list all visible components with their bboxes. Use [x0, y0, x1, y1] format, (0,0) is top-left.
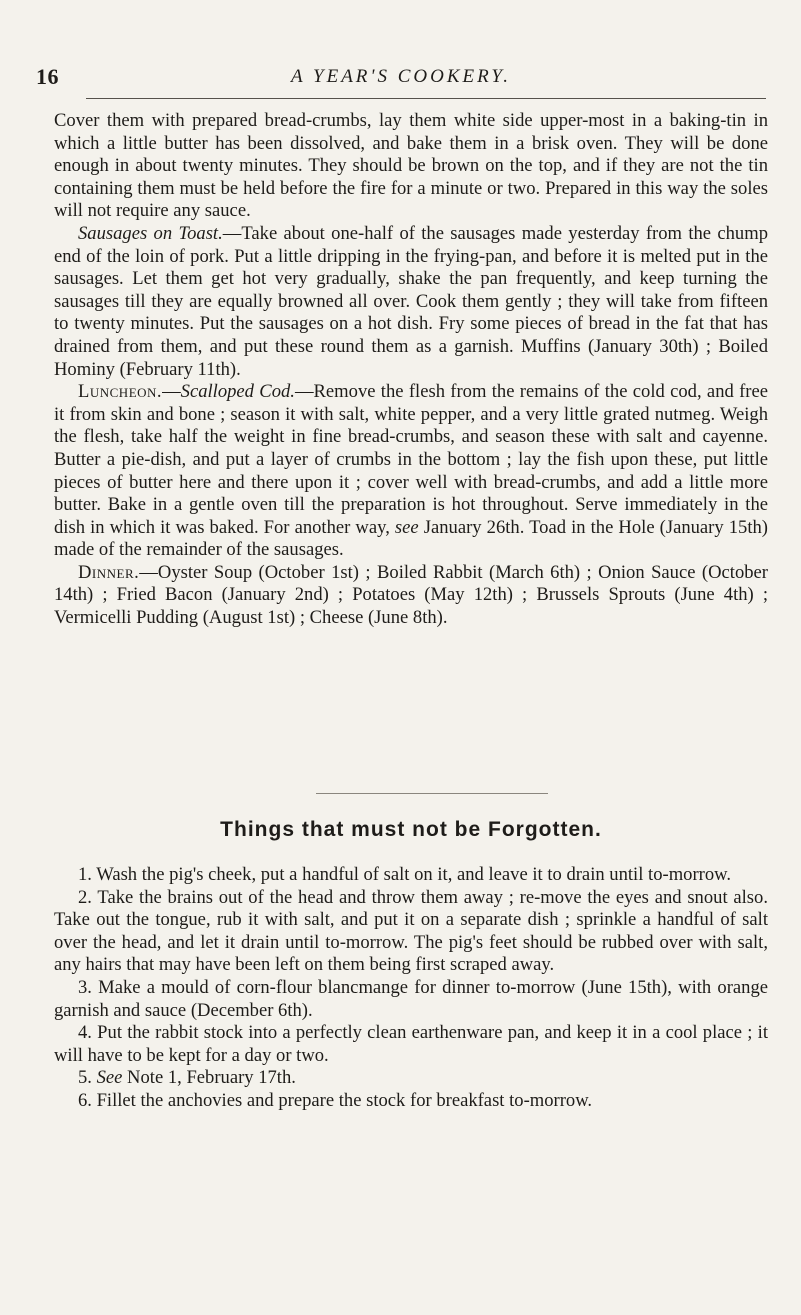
page-header — [36, 64, 766, 96]
reminder-item-3: 3. Make a mould of corn-flour blancmange for dinner to-morrow (June 15th), with orange garnish and sauce (December 6th). — [54, 976, 768, 1021]
page-number: 16 — [36, 64, 59, 89]
dinner-menu-text: —Oyster Soup (October 1st) ; Boiled Rabbit (March 6th) ; Onion Sauce (October 14th) ; Fried Bacon (January 2nd) ; Potatoes (May 12th) ; Brussels Sprouts (June 4th) ; Vermicelli Pudding (August 1st) ; Cheese (June 8th). — [54, 561, 768, 629]
reminder-item-5-see: See — [96, 1067, 123, 1089]
section-divider — [316, 793, 548, 794]
recipe-text-cod-b: January 26th. Toad in the Hole (January 15th) made of the remainder of the sausages. — [54, 516, 769, 561]
section-title: Things that must not be Forgotten. — [220, 818, 602, 841]
see-reference: see — [394, 516, 419, 538]
meal-label-dinner: Dinner. — [78, 561, 140, 583]
reminder-list — [54, 864, 768, 1113]
reminder-item-6: 6. Fillet the anchovies and prepare the stock for breakfast to-morrow. — [78, 1089, 593, 1111]
meal-label-luncheon: Luncheon. — [78, 381, 163, 403]
paragraph-dinner — [54, 562, 768, 630]
body-text — [54, 110, 768, 630]
dash: — — [162, 381, 181, 403]
reminder-item-1: 1. Wash the pig's cheek, put a handful of salt on it, and leave it to drain until to-morrow. — [78, 864, 732, 885]
header-rule — [86, 98, 766, 99]
recipe-text-cod-a: —Remove the flesh from the remains of the cold cod, and free it from skin and bone ; season it with salt, white pepper, and a very little grated nutmeg. Weigh the flesh, take half the weight in fine bread-crumbs, and season these with salt and cayenne. Butter a pie-dish, and put a layer of crumbs in the bottom ; lay the fish upon these, put little pieces of butter here and there upon it ; cover well with bread-crumbs, and add a little more butter. Bake in a gentle oven till the preparation is hot throughout. Serve immediately in the dish in which it was baked. For another way, — [54, 381, 768, 538]
paragraph-soles: Cover them with prepared bread-crumbs, lay them white side upper-most in a baking-tin in which a little butter has been dissolved, and bake them in a brisk oven. They will be done enough in about twenty minutes. They should be brown on the top, and if they are not the tin containing them must be held before the fire for a minute or two. Prepared in this way the soles will not require any sauce. — [54, 110, 768, 222]
recipe-title-cod: Scalloped Cod. — [180, 381, 295, 403]
paragraph-sausages — [54, 223, 768, 381]
recipe-text-sausages: —Take about one-half of the sausages made yesterday from the chump end of the loin of pork. Put a little dripping in the frying-pan, and before it is melted put in the sausages. Let them get hot very gradually, shake the pan frequently, and keep turning the sausages till they are equally browned all over. Cook them gently ; they will take from fifteen to twenty minutes. Put the sausages on a hot dish. Fry some pieces of bread in the fat that has drained from them, and put these round them as a garnish. Muffins (January 30th) ; Boiled Hominy (February 11th). — [54, 222, 768, 380]
reminder-item-2: 2. Take the brains out of the head and throw them away ; re-move the eyes and snout also. Take out the tongue, rub it with salt, and put it on a separate dish ; sprinkle a handful of salt over the head, and let it drain until to-morrow. The pig's feet should be rubbed over with salt, any hairs that may have been left on them being first scraped away. — [54, 886, 768, 976]
paragraph-luncheon — [54, 381, 768, 562]
reminder-item-4: 4. Put the rabbit stock into a perfectly clean earthenware pan, and keep it in a cool place ; it will have to be kept for a day or two. — [54, 1022, 768, 1066]
reminder-item-5-number: 5. — [78, 1067, 97, 1089]
reminder-item-5 — [54, 1067, 768, 1090]
running-head: A YEAR'S COOKERY. — [291, 66, 511, 87]
recipe-title-sausages: Sausages on Toast. — [78, 222, 223, 244]
reminder-item-5-text: Note 1, February 17th. — [122, 1067, 296, 1089]
